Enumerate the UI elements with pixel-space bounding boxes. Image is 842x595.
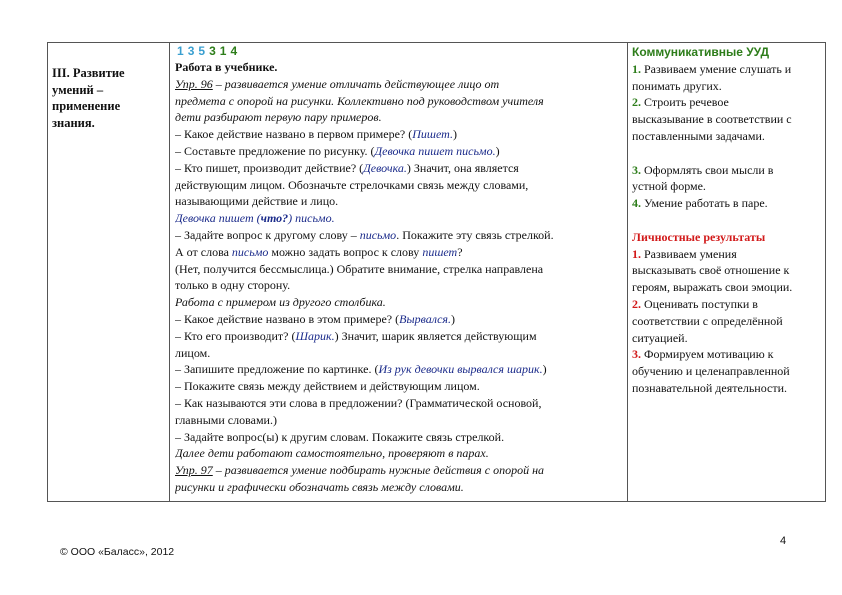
slide-number: 3	[187, 44, 195, 58]
copyright-footer: © ООО «Баласс», 2012	[60, 546, 175, 558]
slide-numbers	[175, 44, 624, 59]
text: Строить речевое	[641, 95, 729, 110]
answer: Пишет.	[412, 127, 453, 142]
slide-number: 1	[177, 44, 184, 58]
comm-item	[632, 61, 821, 78]
comm-item	[632, 94, 821, 111]
answer: письмо	[231, 244, 269, 259]
question-2	[175, 143, 624, 160]
text-line: только в одну сторону.	[175, 278, 291, 293]
exercise-96	[175, 76, 624, 93]
text: Развиваем умение слушать и	[641, 61, 792, 76]
text: ) Значит, шарик является действующим	[334, 328, 537, 343]
example-sentence	[175, 210, 624, 227]
question-3	[175, 160, 624, 177]
text-line: главными словами.)	[175, 412, 277, 427]
stage-line: применение	[52, 99, 121, 113]
text-line: Работа с примером из другого столбика.	[175, 295, 386, 310]
question-7	[175, 361, 624, 378]
text: Девочка пишет (	[175, 211, 261, 226]
text-line: познавательной деятельности.	[632, 380, 788, 395]
exercise-97	[175, 462, 624, 479]
text: – Какое действие названо в первом примере? (	[175, 127, 413, 142]
text-line: поставленными задачами.	[632, 128, 765, 143]
text: Развиваем умения	[641, 246, 737, 261]
item-number: 2.	[632, 296, 641, 311]
text-line: лицом.	[175, 345, 211, 360]
personal-results-title: Личностные результаты	[632, 229, 766, 244]
text-line: понимать других.	[632, 78, 722, 93]
text-line: дети разбирают первую пару примеров.	[175, 110, 382, 125]
text: )	[495, 143, 500, 158]
text-line: высказывать своё отношение к	[632, 263, 790, 278]
exercise-label: Упр. 97	[175, 463, 213, 478]
text-line: ситуацией.	[632, 330, 688, 345]
slide-number: 3	[209, 44, 216, 58]
comm-item	[632, 162, 821, 179]
text-line: – Задайте вопрос(ы) к другим словам. Покажите связь стрелкой.	[175, 429, 505, 444]
text: – Кто его производит? (	[175, 328, 296, 343]
text: А от слова	[175, 244, 232, 259]
answer: Вырвался.	[399, 311, 452, 326]
text-line: Далее дети работают самостоятельно, проверяют в парах.	[175, 446, 489, 461]
stage-line: знания.	[52, 115, 95, 130]
text: )	[542, 362, 547, 377]
uud-column	[628, 43, 825, 501]
communicative-uud-title: Коммуникативные УУД	[632, 45, 770, 59]
item-number: 2.	[632, 95, 641, 110]
text: – Кто пишет, производит действие? (	[175, 160, 364, 175]
text: )	[451, 311, 456, 326]
text-line: устной форме.	[632, 179, 706, 194]
item-number: 1.	[632, 246, 641, 261]
text-line: соответствии с определённой	[632, 313, 783, 328]
answer: пишет	[422, 244, 458, 259]
question-1	[175, 126, 624, 143]
text: Умение работать в паре.	[641, 196, 768, 211]
stage-line: III. Развитие	[52, 66, 125, 80]
text: . Покажите эту связь стрелкой.	[396, 227, 554, 242]
text-line: – Как называются эти слова в предложении? (Грамматической основой,	[175, 395, 542, 410]
text: Оценивать поступки в	[641, 296, 758, 311]
pers-item	[632, 346, 821, 363]
text-line: обучению и целенаправленной	[632, 364, 790, 379]
text-line: действующим лицом. Обозначьте стрелочками связь между словами,	[175, 177, 529, 192]
stage-column	[48, 43, 170, 501]
text: Оформлять свои мысли в	[641, 162, 774, 177]
spacer	[632, 212, 821, 229]
stage-title	[48, 65, 169, 131]
text: ?	[457, 244, 463, 259]
text-line: (Нет, получится бессмыслица.) Обратите внимание, стрелка направлена	[175, 261, 544, 276]
pers-item	[632, 246, 821, 263]
text: – развивается умение подбирать нужные действия с опорой на	[212, 463, 545, 478]
answer: Шарик.	[295, 328, 335, 343]
item-number: 4.	[632, 196, 641, 211]
answer: письмо	[359, 227, 397, 242]
text: можно задать вопрос к слову	[268, 244, 423, 259]
section-title: Работа в учебнике.	[175, 60, 278, 74]
slide-number: 5	[198, 44, 206, 58]
text: – Какое действие названо в этом примере? (	[175, 311, 400, 326]
answer: Девочка.	[363, 160, 407, 175]
item-number: 3.	[632, 347, 641, 362]
exercise-label: Упр. 96	[175, 76, 213, 91]
text: )	[452, 127, 457, 142]
question-5	[175, 311, 624, 328]
lesson-table	[47, 42, 826, 502]
question-word: что?	[260, 211, 289, 226]
question-6	[175, 328, 624, 345]
text: ) письмо.	[288, 211, 335, 226]
text-line: – Покажите связь между действием и действующим лицом.	[175, 379, 480, 394]
page-number: 4	[780, 535, 787, 547]
text-line: рисунки и графически обозначать связь между словами.	[175, 479, 464, 494]
slide-number: 4	[230, 44, 238, 58]
text-line: героям, выражать свои эмоции.	[632, 280, 793, 295]
question-4	[175, 227, 624, 244]
spacer	[632, 145, 821, 162]
text-line: высказывание в соответствии с	[632, 112, 792, 127]
comm-item	[632, 195, 821, 212]
answer: Из рук девочки вырвался шарик.	[378, 362, 543, 377]
item-number: 3.	[632, 162, 641, 177]
text-line: предмета с опорой на рисунки. Коллективно под руководством учителя	[175, 93, 544, 108]
text: – Задайте вопрос к другому слову –	[175, 227, 360, 242]
text-line: называющими действие и лицо.	[175, 194, 339, 209]
slide-number: 1	[219, 44, 227, 58]
text: – развивается умение отличать действующее лицо от	[212, 76, 500, 91]
text: ) Значит, она является	[406, 160, 519, 175]
text: Формируем мотивацию к	[641, 347, 774, 362]
activity-column	[170, 43, 628, 501]
pers-item	[632, 296, 821, 313]
question-4b	[175, 244, 624, 261]
stage-line: умений –	[52, 82, 104, 97]
item-number: 1.	[632, 61, 641, 76]
text: – Составьте предложение по рисунку. (	[175, 143, 375, 158]
answer: Девочка пишет письмо.	[374, 143, 496, 158]
text: – Запишите предложение по картинке. (	[175, 362, 379, 377]
